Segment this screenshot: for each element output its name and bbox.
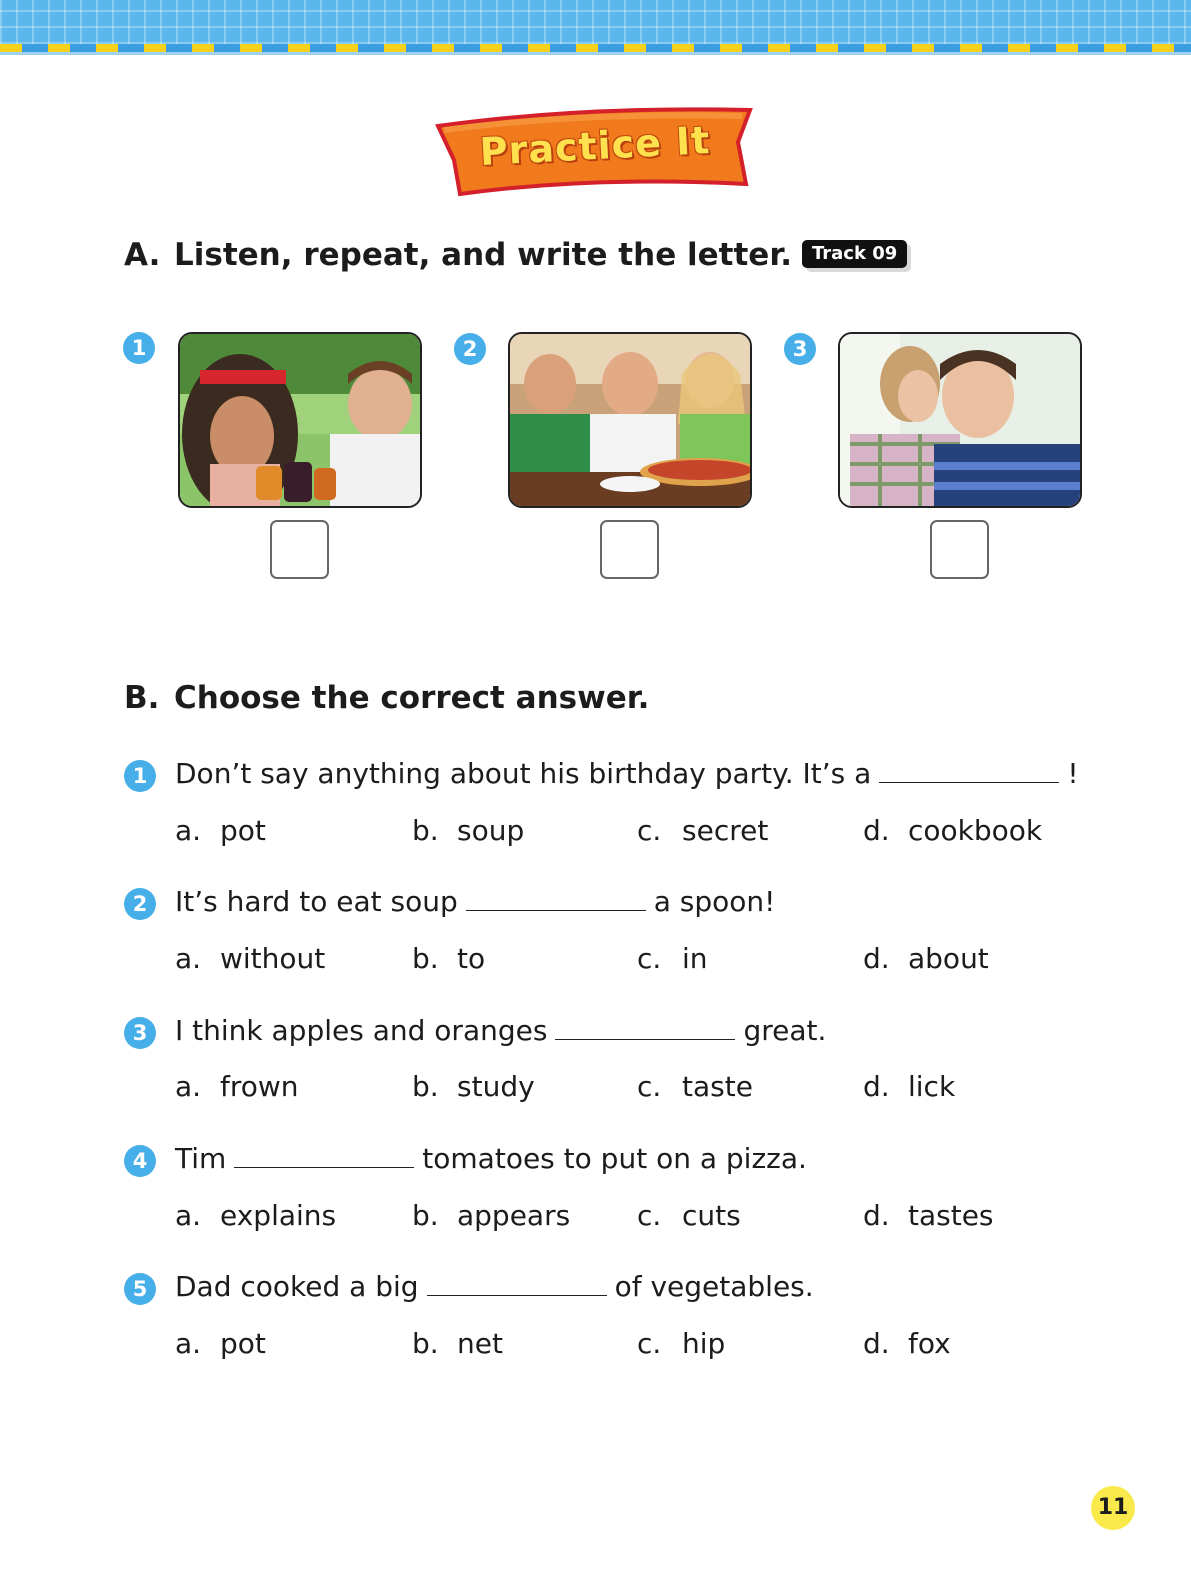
option-4a[interactable]: a. explains [175, 1199, 337, 1232]
page-number: 11 [1091, 1486, 1135, 1530]
photo-blindfolded-tasting [178, 332, 422, 508]
answer-blank-3[interactable] [555, 1017, 735, 1040]
option-1a[interactable]: a. pot [175, 814, 266, 847]
top-decorative-stripe [0, 44, 1191, 52]
option-1c[interactable]: c. secret [637, 814, 769, 847]
option-5d[interactable]: d. fox [863, 1327, 951, 1360]
section-a-heading: A. Listen, repeat, and write the letter. Track 09 [124, 237, 907, 273]
question-number-1: 1 [124, 760, 156, 792]
photo-family-pizza [508, 332, 752, 508]
option-4b[interactable]: b. appears [412, 1199, 571, 1232]
answer-blank-5[interactable] [427, 1273, 607, 1296]
option-2c[interactable]: c. in [637, 942, 708, 975]
option-5c[interactable]: c. hip [637, 1327, 726, 1360]
top-decorative-line [0, 52, 1191, 55]
answer-box-3[interactable] [930, 520, 989, 579]
item-number-3: 3 [784, 333, 816, 365]
question-number-5: 5 [124, 1273, 156, 1305]
top-decorative-band [0, 0, 1191, 44]
option-5b[interactable]: b. net [412, 1327, 503, 1360]
section-b-instruction: Choose the correct answer. [174, 680, 650, 716]
option-1d[interactable]: d. cookbook [863, 814, 1043, 847]
question-number-3: 3 [124, 1017, 156, 1049]
question-number-4: 4 [124, 1145, 156, 1177]
option-4d[interactable]: d. tastes [863, 1199, 994, 1232]
banner-title: Practice It [478, 117, 712, 175]
option-3c[interactable]: c. taste [637, 1070, 753, 1103]
section-a-instruction: Listen, repeat, and write the letter. [174, 237, 792, 273]
answer-box-1[interactable] [270, 520, 329, 579]
audio-track-button[interactable]: Track 09 [802, 240, 907, 268]
section-b-heading: B. Choose the correct answer. [124, 680, 650, 716]
practice-it-banner [432, 104, 758, 200]
photo-whispering-secret [838, 332, 1082, 508]
option-4c[interactable]: c. cuts [637, 1199, 741, 1232]
option-2b[interactable]: b. to [412, 942, 486, 975]
option-5a[interactable]: a. pot [175, 1327, 266, 1360]
option-3d[interactable]: d. lick [863, 1070, 956, 1103]
option-2d[interactable]: d. about [863, 942, 989, 975]
option-3b[interactable]: b. study [412, 1070, 535, 1103]
answer-blank-4[interactable] [234, 1145, 414, 1168]
question-number-2: 2 [124, 888, 156, 920]
option-2a[interactable]: a. without [175, 942, 326, 975]
item-number-2: 2 [454, 333, 486, 365]
answer-box-2[interactable] [600, 520, 659, 579]
answer-blank-2[interactable] [466, 888, 646, 911]
answer-blank-1[interactable] [879, 760, 1059, 783]
item-number-1: 1 [123, 332, 155, 364]
option-1b[interactable]: b. soup [412, 814, 525, 847]
option-3a[interactable]: a. frown [175, 1070, 299, 1103]
